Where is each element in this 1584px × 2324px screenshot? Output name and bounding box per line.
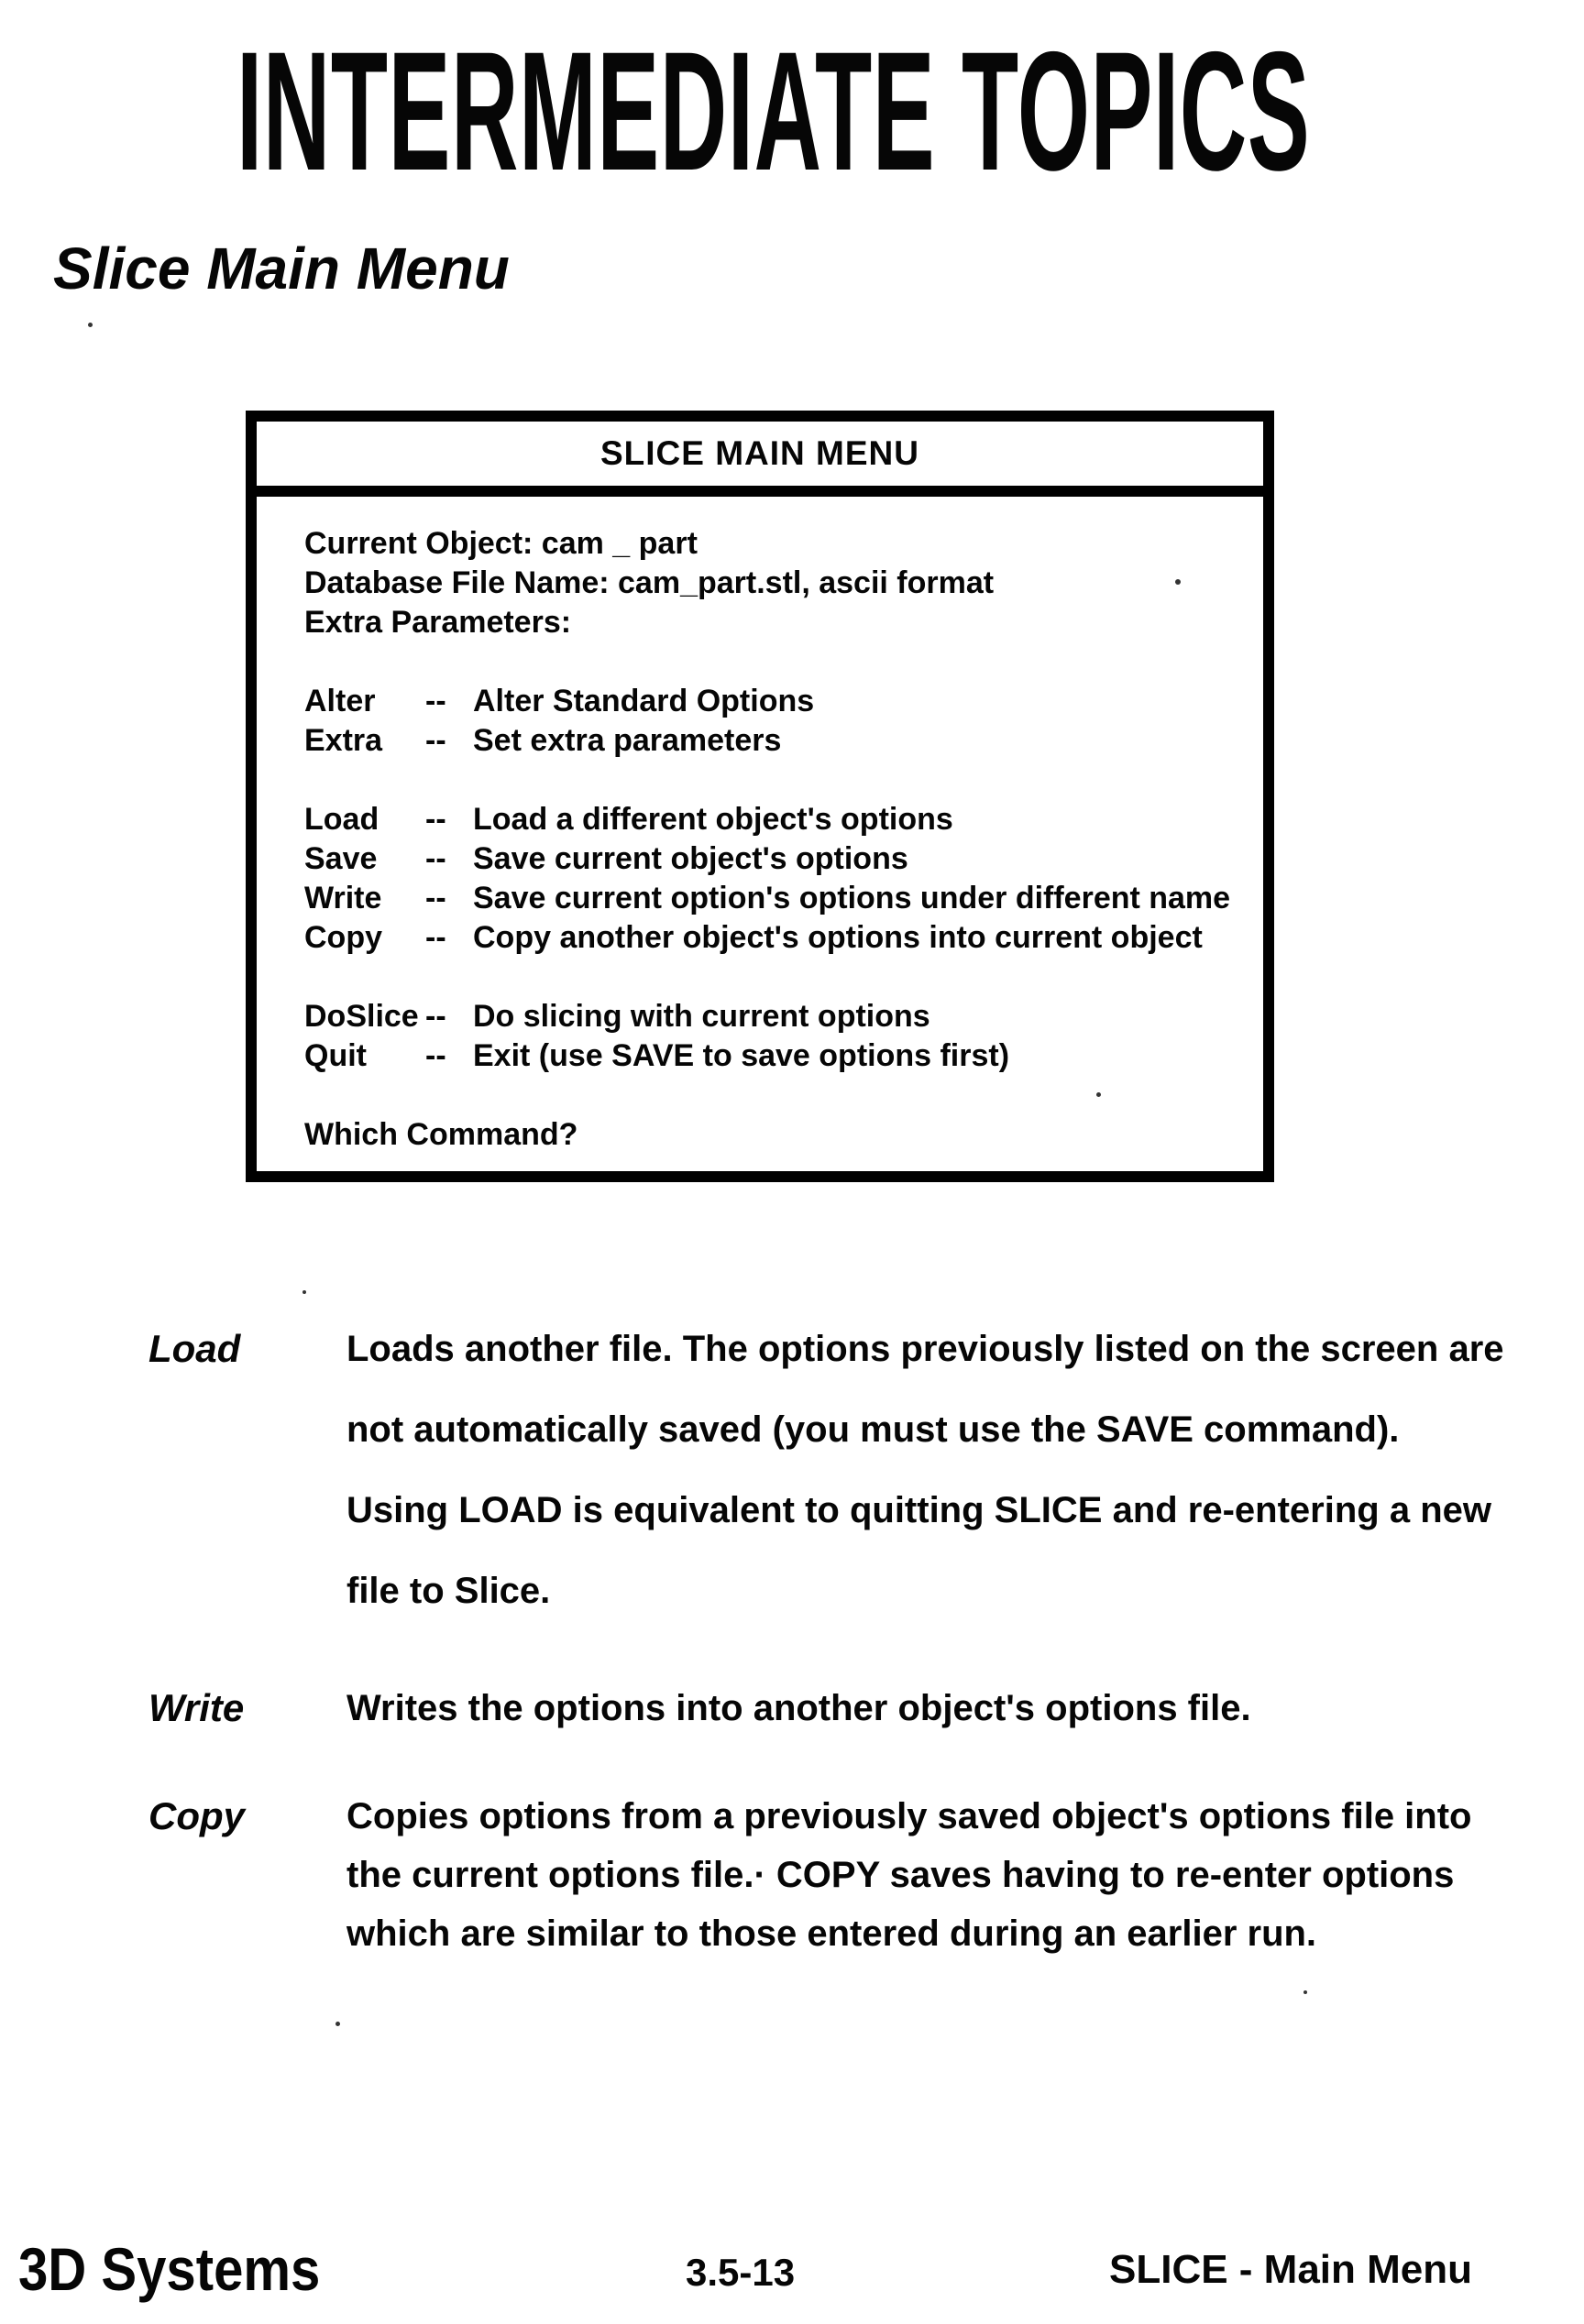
slice-main-menu-screen: [246, 411, 1274, 1182]
command-name: Quit: [304, 1038, 367, 1073]
command-row-write: [304, 879, 1248, 918]
definition-text-line: Using LOAD is equivalent to quitting SLICE and re-entering a new: [346, 1490, 1491, 1530]
page-title: INTERMEDIATE TOPICS: [236, 17, 1311, 206]
command-row-save: [304, 839, 1248, 879]
definition-text-line: the current options file.· COPY saves having to re-enter options: [346, 1855, 1455, 1895]
command-dash: --: [425, 920, 446, 955]
scan-speck: [302, 1290, 306, 1294]
command-name: Copy: [304, 920, 382, 955]
scan-speck: [1304, 1990, 1307, 1994]
definition-term: Load: [148, 1327, 241, 1370]
definition-text-line: not automatically saved (you must use the SAVE command).: [346, 1409, 1400, 1450]
command-name: Save: [304, 841, 378, 876]
command-dash: --: [425, 802, 446, 837]
footer-page-number: 3.5-13: [686, 2251, 796, 2294]
command-description: Copy another object's options into current object: [473, 920, 1203, 955]
menu-body: [257, 497, 1263, 1155]
command-dash: --: [425, 684, 446, 718]
command-row-doslice: [304, 997, 1248, 1036]
definition-text: [346, 1686, 1542, 1730]
command-row-quit: [304, 1036, 1248, 1076]
command-description: Set extra parameters: [473, 723, 782, 758]
definition-term: Write: [148, 1686, 245, 1729]
section-heading: Slice Main Menu: [53, 236, 510, 301]
command-row-extra: [304, 721, 1248, 761]
definition-text-line: Copies options from a previously saved object's options file into: [346, 1796, 1472, 1836]
definition-text-line: which are similar to those entered during an earlier run.: [346, 1913, 1317, 1954]
command-dash: --: [425, 1038, 446, 1073]
command-prompt: Which Command?: [304, 1117, 578, 1152]
scan-speck: [1175, 579, 1181, 585]
command-description: Save current object's options: [473, 841, 908, 876]
status-line-database-file: Database File Name: cam_part.stl, ascii format: [304, 565, 995, 600]
footer-section-title: SLICE - Main Menu: [1109, 2247, 1472, 2292]
footer-company: 3D Systems: [18, 2235, 321, 2303]
status-line-current-object: Current Object: cam _ part: [304, 526, 698, 561]
command-description: Load a different object's options: [473, 802, 953, 837]
command-row-load: [304, 800, 1248, 839]
command-row-copy: [304, 918, 1248, 958]
spacer: [304, 958, 1248, 997]
definition-text-line: Writes the options into another object's options file.: [346, 1688, 1251, 1728]
scan-speck: [1096, 1092, 1101, 1097]
command-name: DoSlice: [304, 999, 419, 1034]
command-description: Exit (use SAVE to save options first): [473, 1038, 1010, 1073]
definition-text-line: Loads another file. The options previously listed on the screen are: [346, 1329, 1504, 1369]
command-dash: --: [425, 841, 446, 876]
command-name: Extra: [304, 723, 383, 758]
definition-copy: [148, 1794, 1542, 1970]
command-dash: --: [425, 723, 446, 758]
status-line-extra-parameters: Extra Parameters:: [304, 605, 572, 640]
definition-term: Copy: [148, 1794, 245, 1837]
command-name: Load: [304, 802, 380, 837]
spacer: [304, 761, 1248, 800]
definition-write: [148, 1686, 1542, 1730]
scan-speck: [88, 323, 93, 327]
menu-title: SLICE MAIN MENU: [257, 422, 1263, 497]
command-name: Alter: [304, 684, 376, 718]
command-row-alter: [304, 682, 1248, 721]
command-name: Write: [304, 881, 382, 915]
definition-text-line: file to Slice.: [346, 1571, 551, 1611]
command-dash: --: [425, 999, 446, 1034]
command-description: Alter Standard Options: [473, 684, 815, 718]
command-dash: --: [425, 881, 446, 915]
command-description: Save current option's options under different name: [473, 881, 1231, 915]
spacer: [304, 642, 1248, 682]
command-description: Do slicing with current options: [473, 999, 930, 1034]
scan-speck: [336, 2022, 340, 2026]
definition-text: [346, 1794, 1542, 1970]
spacer: [304, 1076, 1248, 1115]
definition-text: [346, 1327, 1542, 1650]
definition-load: [148, 1327, 1542, 1650]
